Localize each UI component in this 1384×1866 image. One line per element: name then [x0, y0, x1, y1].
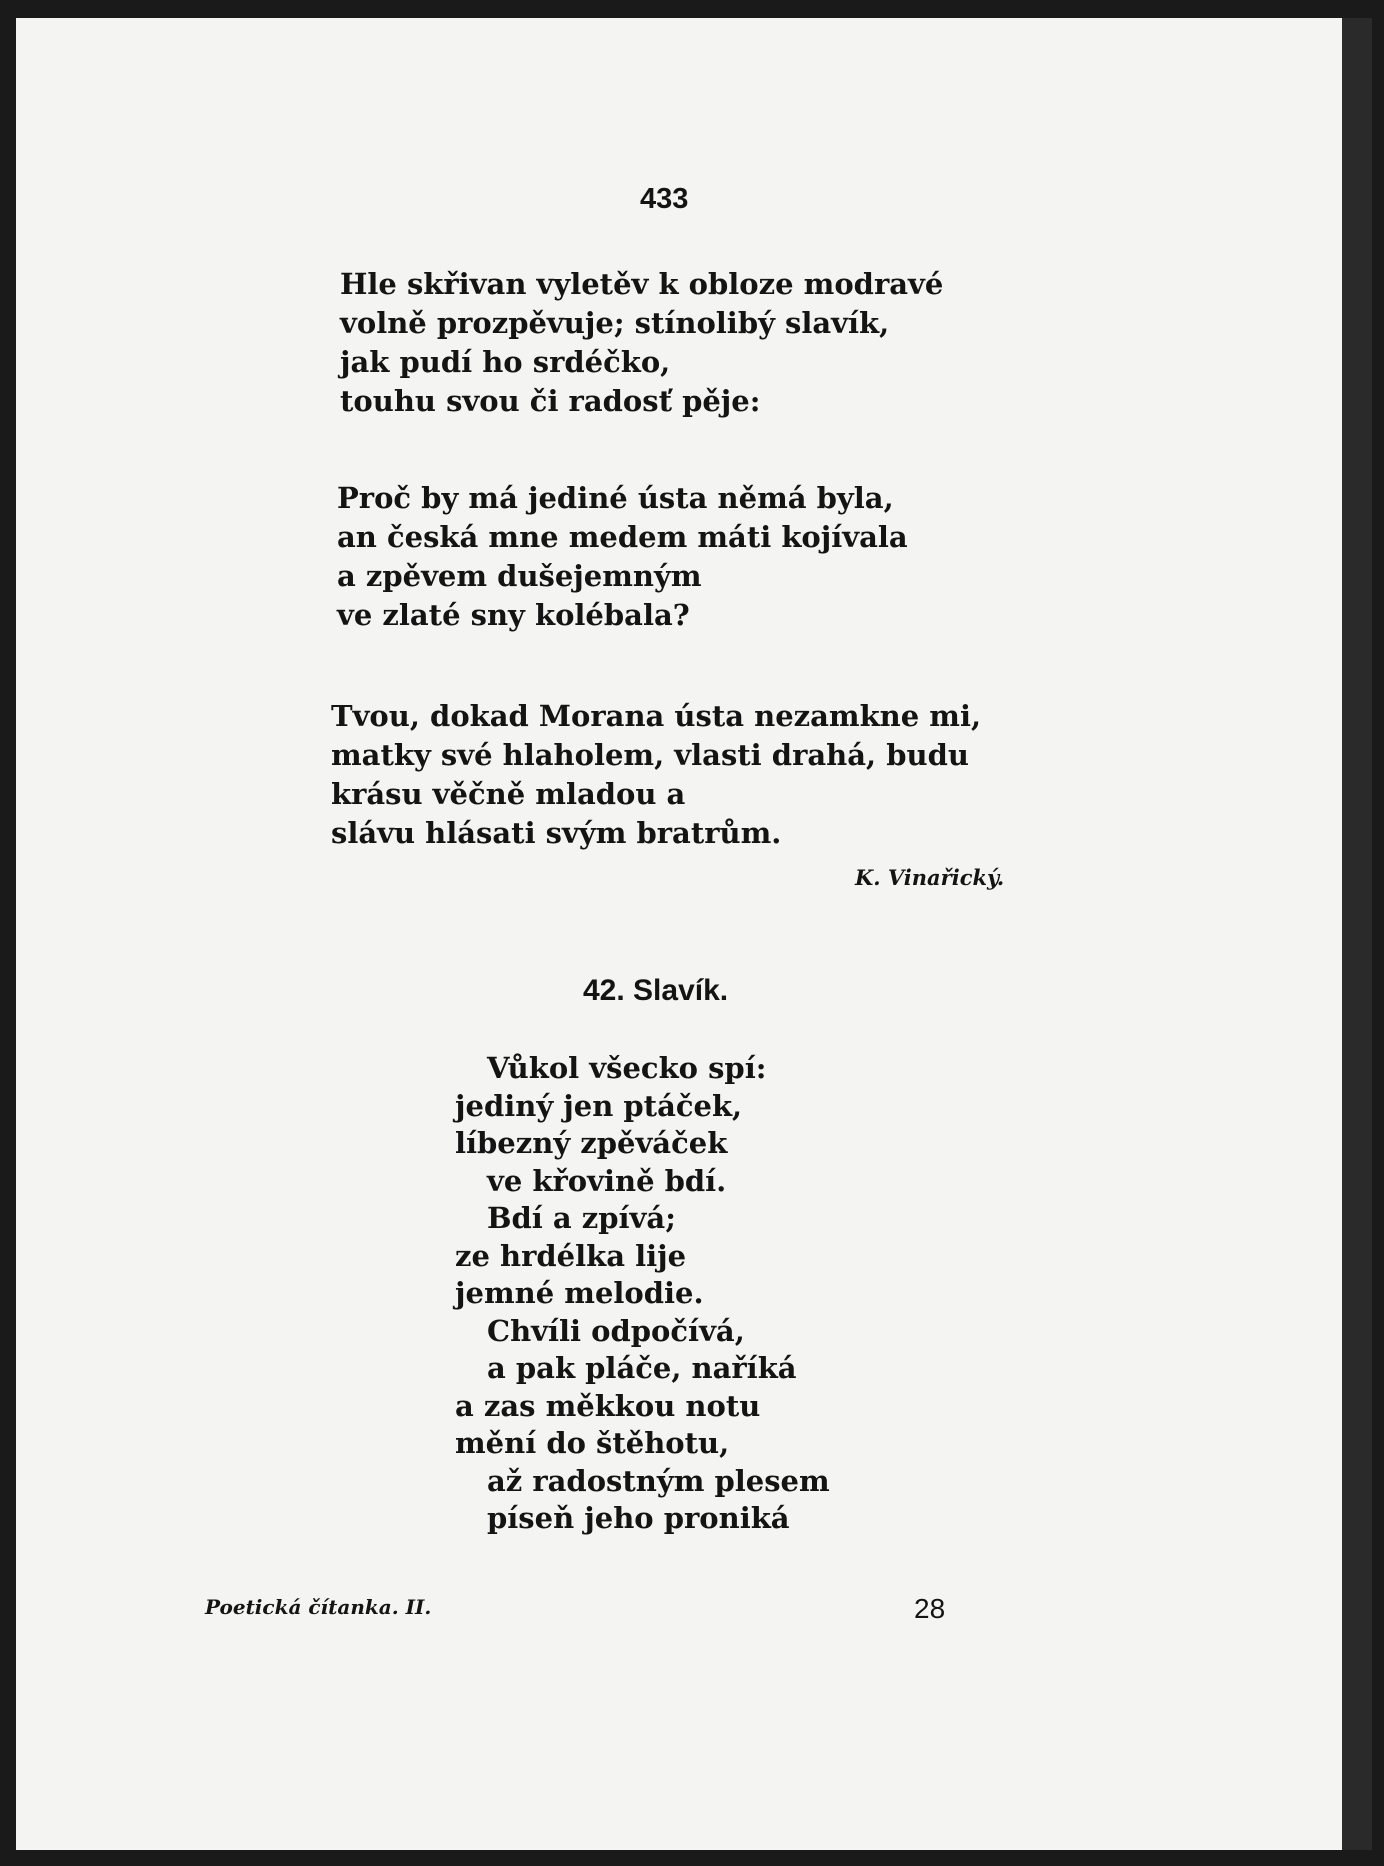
verse-line: a pak pláče, naříká [487, 1351, 797, 1385]
verse-line: a zpěvem dušejemným [337, 559, 702, 593]
poem-title: 42. Slavík. [583, 974, 729, 1007]
verse-line: krásu věčně mladou a [331, 777, 686, 811]
verse-line: jediný jen ptáček, [455, 1088, 743, 1123]
verse-line: až radostným plesem [487, 1463, 830, 1498]
verse-line: an česká mne medem máti kojívala [337, 520, 908, 554]
verse-line: píseň jeho proniká [487, 1501, 790, 1535]
verse-line: touhu svou či radosť pěje: [340, 384, 761, 418]
author-signature: K. Vinařický. [855, 865, 1005, 890]
verse-line: ze hrdélka lije [455, 1238, 687, 1273]
verse-line: mění do štěhotu, [455, 1426, 730, 1460]
stanza-1 [340, 265, 943, 421]
poem-body [455, 1050, 830, 1538]
verse-line: Hle skřivan vyletěv k obloze modravé [340, 267, 944, 301]
verse-line: volně prozpěvuje; stínolibý slavík, [340, 306, 890, 340]
book-title-footer: Poetická čítanka. II. [205, 1595, 432, 1619]
verse-line: ve křovině bdí. [487, 1163, 727, 1198]
verse-line: slávu hlásati svým bratrům. [331, 816, 782, 850]
verse-line: Vůkol všecko spí: [487, 1051, 767, 1085]
verse-line: Tvou, dokad Morana ústa nezamkne mi, [331, 699, 982, 733]
verse-line: líbezný zpěváček [455, 1126, 728, 1160]
stanza-3 [331, 697, 981, 853]
signature-number: 28 [914, 1593, 946, 1624]
verse-line: Chvíli odpočívá, [487, 1313, 745, 1348]
page-number: 433 [640, 183, 689, 215]
scan-border [1342, 18, 1372, 1850]
verse-line: Bdí a zpívá; [487, 1201, 676, 1235]
verse-line: ve zlaté sny kolébala? [337, 598, 690, 632]
verse-line: jak pudí ho srdéčko, [340, 345, 671, 379]
verse-line: a zas měkkou notu [455, 1388, 761, 1423]
verse-line: matky své hlaholem, vlasti drahá, budu [331, 738, 969, 772]
stanza-2 [337, 479, 908, 635]
verse-line: jemné melodie. [455, 1276, 704, 1310]
verse-line: Proč by má jediné ústa němá byla, [337, 481, 894, 515]
